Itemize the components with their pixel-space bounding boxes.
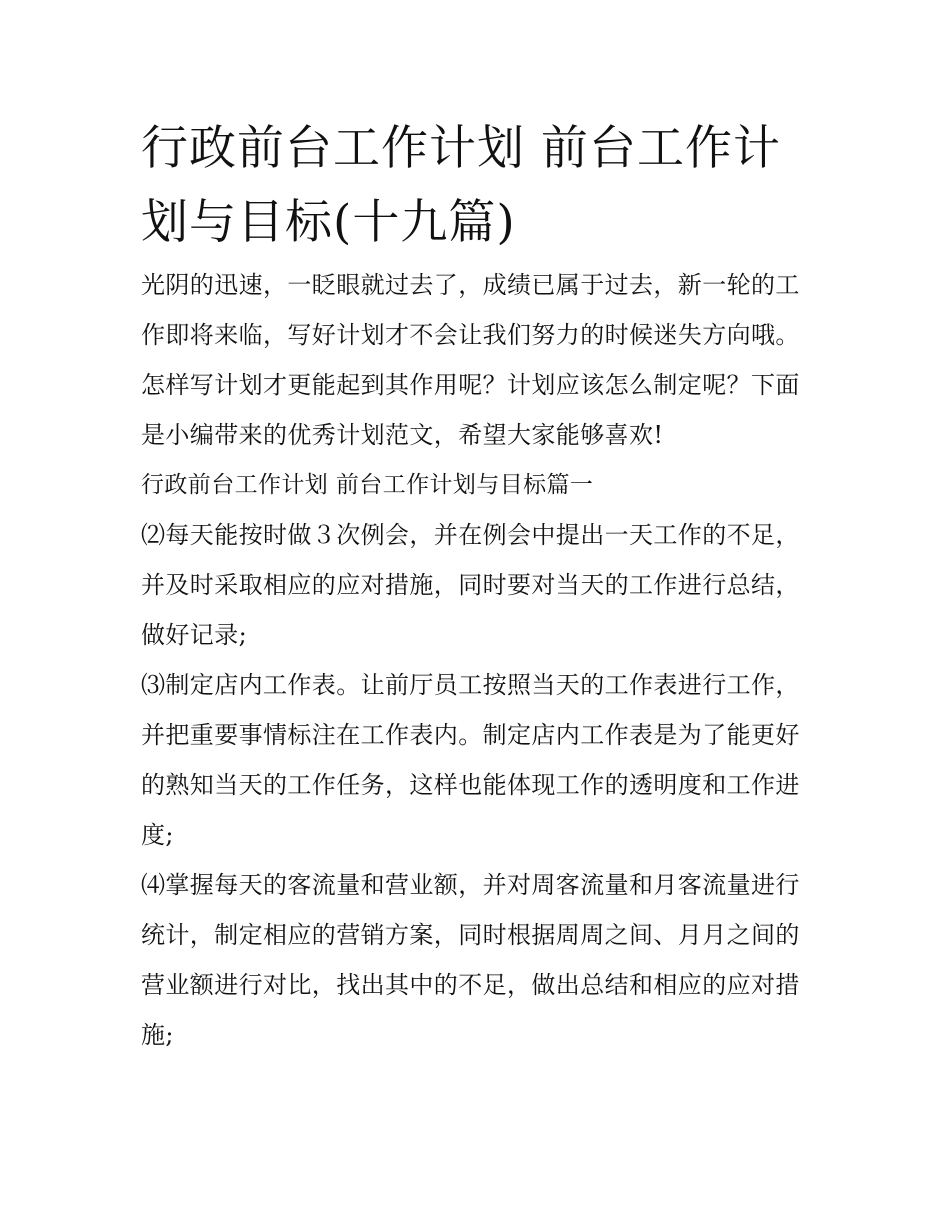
document-body <box>141 260 813 1060</box>
list-item: ⑵每天能按时做３次例会，并在例会中提出一天工作的不足，并及时采取相应的应对措施，同时要对当天的工作进行总结，做好记录; <box>141 521 800 649</box>
section-heading: 行政前台工作计划 前台工作计划与目标篇一 <box>141 472 594 498</box>
intro-paragraph: 光阴的迅速，一眨眼就过去了，成绩已属于过去，新一轮的工作即将来临，写好计划才不会让我们努力的时候迷失方向哦。怎样写计划才更能起到其作用呢？计划应该怎么制定呢？下面是小编带来的优秀计划范文，希望大家能够喜欢! <box>141 271 800 449</box>
list-item: ⑷掌握每天的客流量和营业额，并对周客流量和月客流量进行统计，制定相应的营销方案，同时根据周周之间、月月之间的营业额进行对比，找出其中的不足，做出总结和相应的应对措施; <box>141 871 800 1049</box>
document-title: 行政前台工作计划 前台工作计划与目标(十九篇) <box>141 121 781 250</box>
list-item: ⑶制定店内工作表。让前厅员工按照当天的工作表进行工作，并把重要事情标注在工作表内。制定店内工作表是为了能更好的熟知当天的工作任务，这样也能体现工作的透明度和工作进度; <box>141 671 800 849</box>
